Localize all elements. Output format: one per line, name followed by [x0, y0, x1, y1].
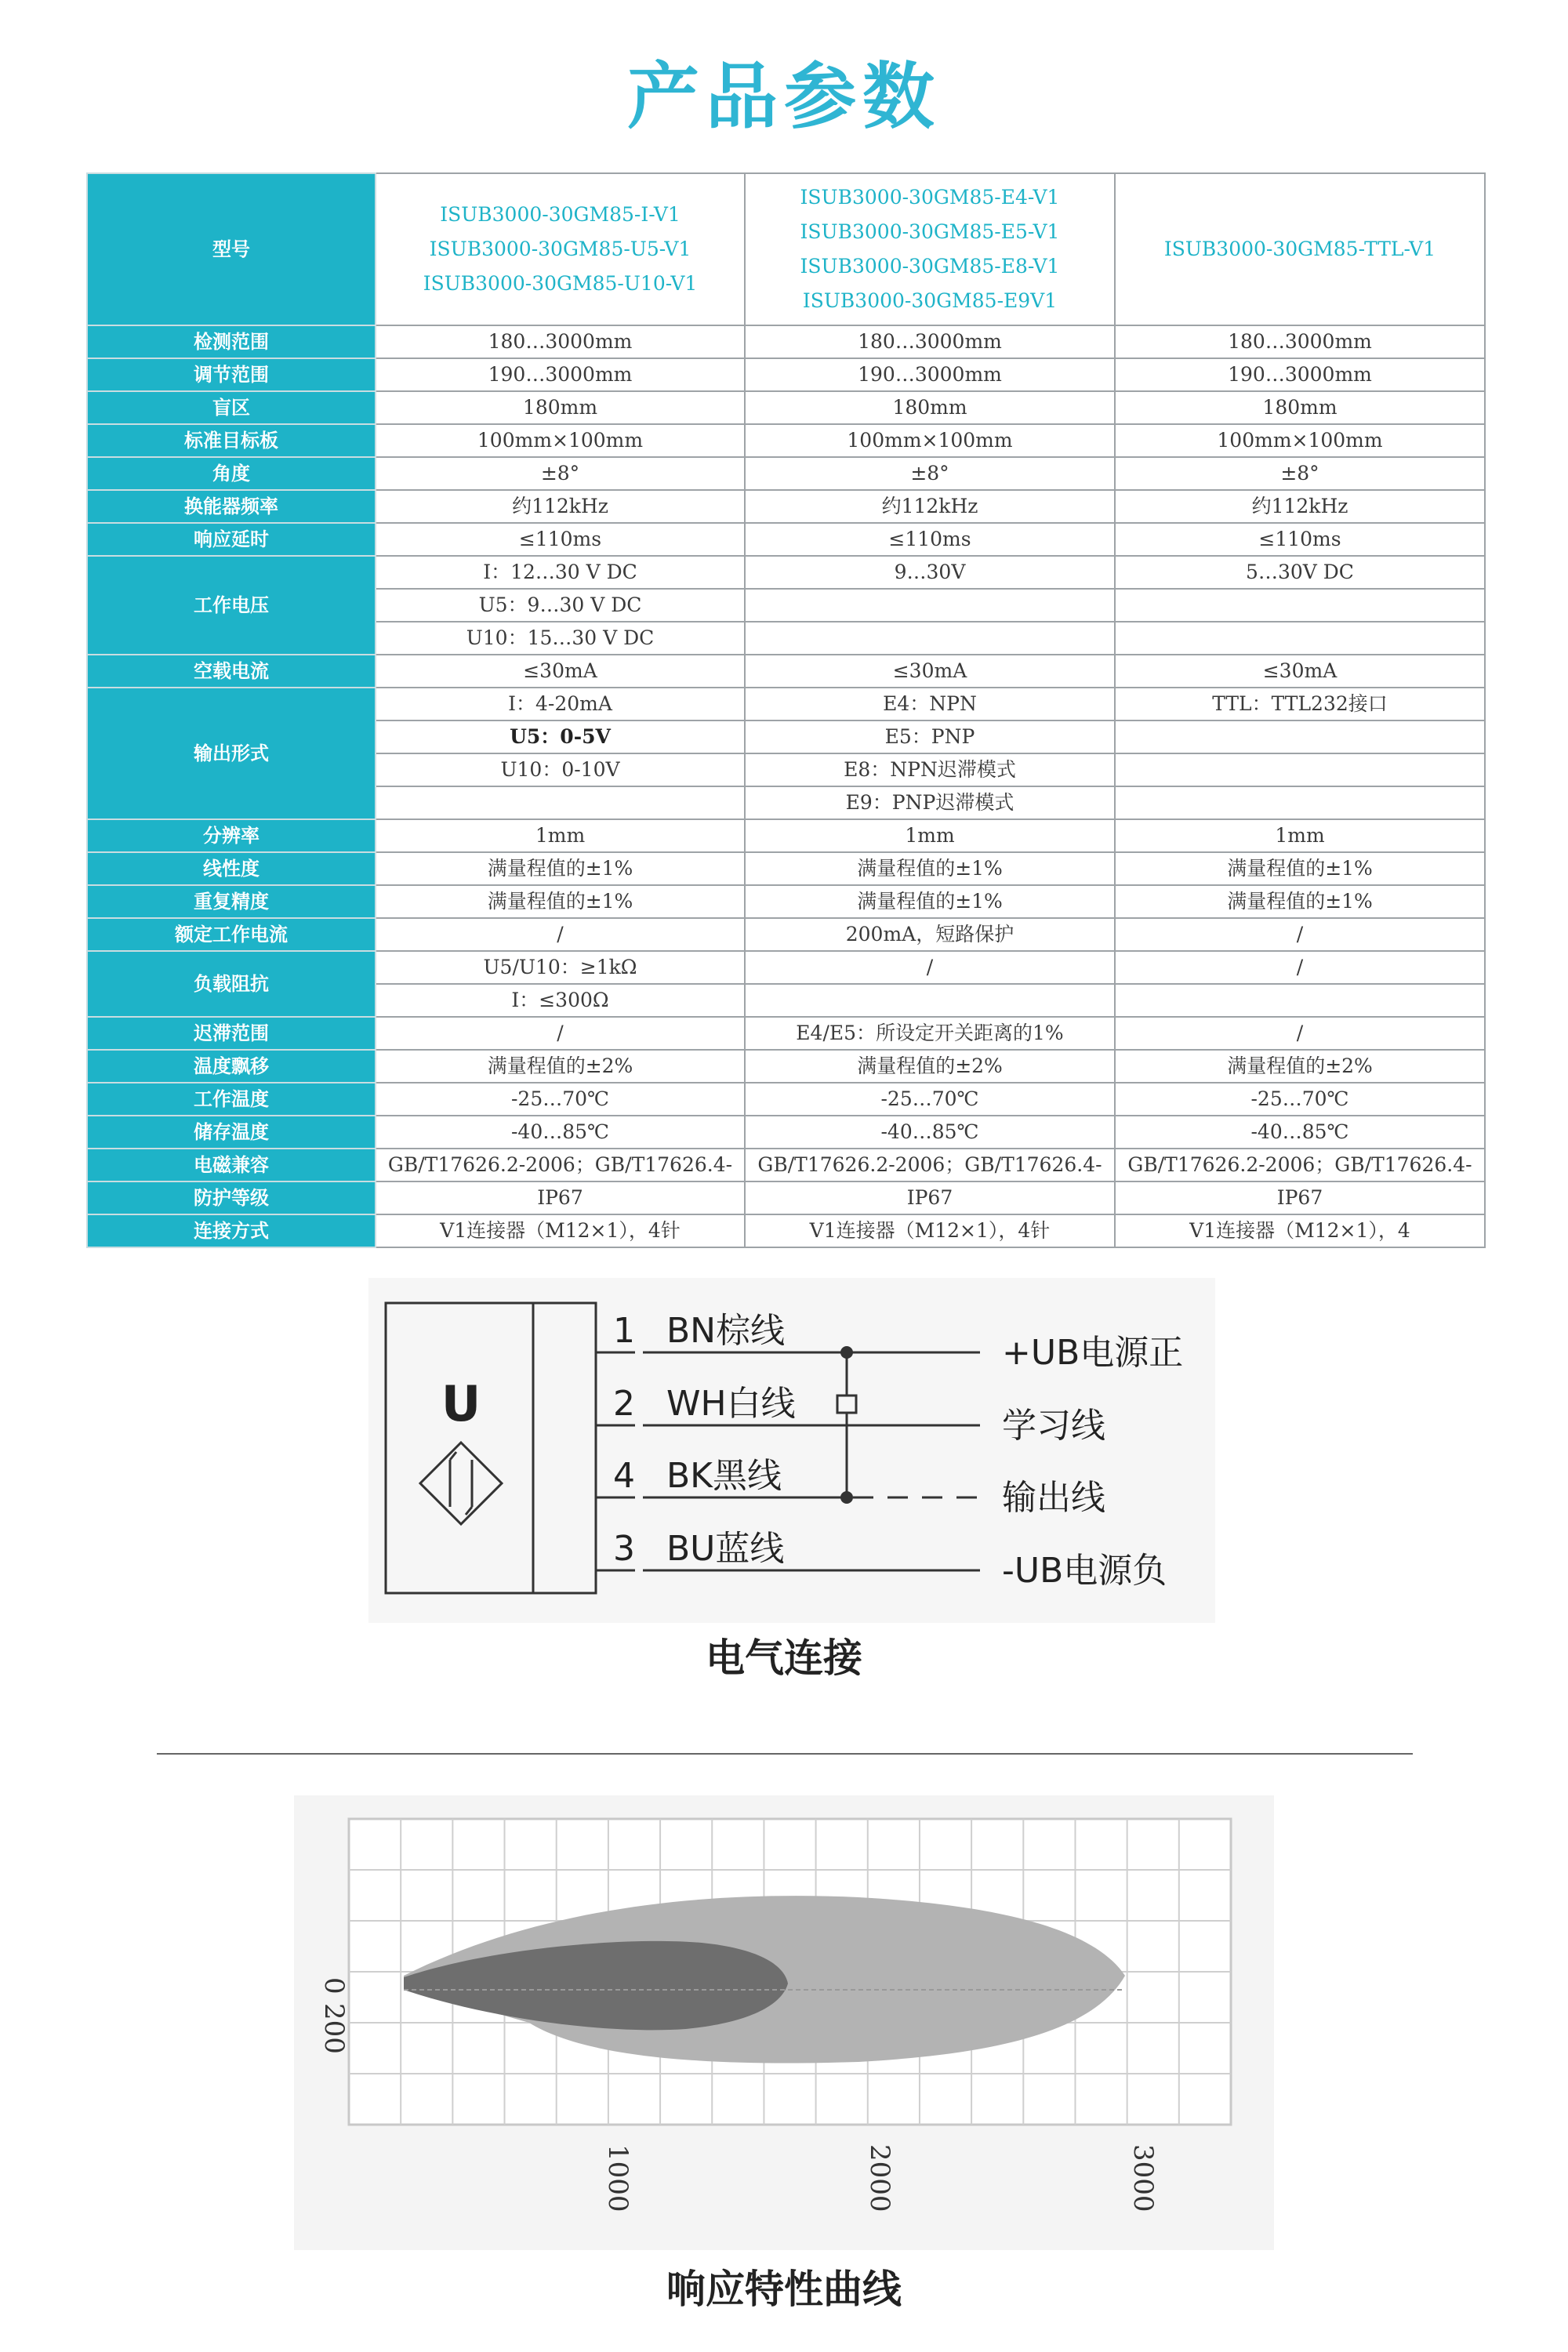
- table-cell: IP67: [745, 1181, 1115, 1214]
- table-cell: 满量程值的±1%: [1115, 852, 1485, 885]
- row-label: 响应延时: [87, 523, 376, 556]
- row-label: 调节范围: [87, 358, 376, 391]
- table-cell: E5：PNP: [745, 720, 1115, 753]
- pin-number: 4: [613, 1456, 635, 1496]
- row-label: 负载阻抗: [87, 951, 376, 1017]
- row-label: 储存温度: [87, 1116, 376, 1149]
- table-cell: ≤110ms: [376, 523, 745, 556]
- table-cell: 满量程值的±1%: [745, 885, 1115, 918]
- row-label: 工作电压: [87, 556, 376, 655]
- table-row: [87, 1149, 1485, 1181]
- table-cell: E9：PNP迟滞模式: [745, 786, 1115, 819]
- table-cell: 180…3000mm: [1115, 325, 1485, 358]
- wire-function: 学习线: [1002, 1406, 1105, 1446]
- table-cell: 190…3000mm: [745, 358, 1115, 391]
- table-cell: 满量程值的±1%: [745, 852, 1115, 885]
- table-row: [87, 1017, 1485, 1050]
- table-row: [87, 1116, 1485, 1149]
- table-cell: 1mm: [376, 819, 745, 852]
- table-cell: U10：15…30 V DC: [376, 622, 745, 655]
- table-cell: 满量程值的±2%: [745, 1050, 1115, 1083]
- table-cell: -25…70℃: [745, 1083, 1115, 1116]
- table-cell: -40…85℃: [745, 1116, 1115, 1149]
- row-label: 连接方式: [87, 1214, 376, 1247]
- row-label: 温度飘移: [87, 1050, 376, 1083]
- table-row: [87, 885, 1485, 918]
- table-cell: -25…70℃: [1115, 1083, 1485, 1116]
- table-cell: 5…30V DC: [1115, 556, 1485, 589]
- page-title: 产品参数: [626, 55, 941, 139]
- table-cell: E8：NPN迟滞模式: [745, 753, 1115, 786]
- table-cell: IP67: [1115, 1181, 1485, 1214]
- table-cell: 180…3000mm: [376, 325, 745, 358]
- table-cell: [1115, 622, 1485, 655]
- table-cell: 100mm×100mm: [376, 424, 745, 457]
- row-label: 工作温度: [87, 1083, 376, 1116]
- x-tick-label: 3000: [1127, 2144, 1159, 2212]
- table-row: [87, 1214, 1485, 1247]
- row-label: 标准目标板: [87, 424, 376, 457]
- table-row-model: [87, 173, 1485, 325]
- table-cell: 180…3000mm: [745, 325, 1115, 358]
- table-cell: 9…30V: [745, 556, 1115, 589]
- row-label: 电磁兼容: [87, 1149, 376, 1181]
- response-curve: [294, 1795, 1274, 2250]
- table-row: [87, 325, 1485, 358]
- table-cell: V1连接器（M12×1），4针: [745, 1214, 1115, 1247]
- table-cell: 200mA，短路保护: [745, 918, 1115, 951]
- y-tick-label: 200: [318, 2003, 350, 2054]
- table-cell: 190…3000mm: [376, 358, 745, 391]
- table-cell: 约112kHz: [376, 490, 745, 523]
- row-label: 检测范围: [87, 325, 376, 358]
- row-label: 重复精度: [87, 885, 376, 918]
- table-cell: -25…70℃: [376, 1083, 745, 1116]
- row-label: 迟滞范围: [87, 1017, 376, 1050]
- table-cell: E4：NPN: [745, 688, 1115, 720]
- table-row: [87, 951, 1485, 984]
- table-row: [87, 391, 1485, 424]
- table-cell: 满量程值的±2%: [376, 1050, 745, 1083]
- table-cell: I：4-20mA: [376, 688, 745, 720]
- model-cell-1: ISUB3000-30GM85-I-V1 ISUB3000-30GM85-U5-V1 ISUB3000-30GM85-U10-V1: [376, 173, 745, 325]
- spec-table: [86, 172, 1486, 1248]
- row-label: 角度: [87, 457, 376, 490]
- junction-dot: [840, 1346, 853, 1359]
- table-cell: I：12…30 V DC: [376, 556, 745, 589]
- table-cell: 100mm×100mm: [1115, 424, 1485, 457]
- table-row: [87, 1050, 1485, 1083]
- table-cell: GB/T17626.2-2006；GB/T17626.4-: [745, 1149, 1115, 1181]
- table-cell: ≤30mA: [745, 655, 1115, 688]
- x-tick-label: 2000: [864, 2144, 895, 2212]
- wiring-caption: 电气连接: [706, 1635, 862, 1681]
- wiring-diagram: [368, 1278, 1215, 1623]
- pin-number: 3: [613, 1529, 635, 1569]
- model-cell-3: ISUB3000-30GM85-TTL-V1: [1115, 173, 1485, 325]
- y-tick-label: 0: [318, 1977, 350, 1994]
- table-cell: ≤30mA: [376, 655, 745, 688]
- table-cell: U5：9…30 V DC: [376, 589, 745, 622]
- table-cell: 满量程值的±2%: [1115, 1050, 1485, 1083]
- table-row: [87, 523, 1485, 556]
- table-cell: [745, 984, 1115, 1017]
- table-cell: [1115, 753, 1485, 786]
- row-label: 空载电流: [87, 655, 376, 688]
- table-cell: U5：0-5V: [376, 720, 745, 753]
- table-cell: 满量程值的±1%: [376, 885, 745, 918]
- row-label: 盲区: [87, 391, 376, 424]
- table-cell: V1连接器（M12×1），4: [1115, 1214, 1485, 1247]
- table-cell: [1115, 720, 1485, 753]
- sensor-body: [386, 1303, 596, 1593]
- table-cell: [1115, 786, 1485, 819]
- table-row: [87, 457, 1485, 490]
- wire-function: +UB电源正: [1002, 1333, 1184, 1373]
- table-cell: ±8°: [1115, 457, 1485, 490]
- table-cell: /: [1115, 951, 1485, 984]
- table-cell: 约112kHz: [745, 490, 1115, 523]
- table-cell: ±8°: [376, 457, 745, 490]
- table-cell: V1连接器（M12×1），4针: [376, 1214, 745, 1247]
- table-cell: GB/T17626.2-2006；GB/T17626.4-: [376, 1149, 745, 1181]
- table-cell: /: [745, 951, 1115, 984]
- table-cell: U10：0-10V: [376, 753, 745, 786]
- wire-function: -UB电源负: [1002, 1551, 1167, 1591]
- table-cell: ≤30mA: [1115, 655, 1485, 688]
- table-cell: /: [376, 1017, 745, 1050]
- table-cell: [1115, 984, 1485, 1017]
- table-cell: GB/T17626.2-2006；GB/T17626.4-: [1115, 1149, 1485, 1181]
- row-label: 输出形式: [87, 688, 376, 819]
- table-cell: /: [376, 918, 745, 951]
- table-cell: ≤110ms: [1115, 523, 1485, 556]
- wire-label: WH白线: [666, 1384, 796, 1424]
- table-row: [87, 490, 1485, 523]
- table-row: [87, 424, 1485, 457]
- ultrasonic-symbol-icon: [420, 1443, 502, 1524]
- junction-dot: [840, 1491, 853, 1504]
- table-cell: 满量程值的±1%: [376, 852, 745, 885]
- table-cell: 180mm: [745, 391, 1115, 424]
- sensor-letter: U: [441, 1375, 481, 1432]
- table-row: [87, 1083, 1485, 1116]
- table-row: [87, 918, 1485, 951]
- table-row: [87, 852, 1485, 885]
- pin-number: 2: [613, 1384, 635, 1424]
- table-row: [87, 655, 1485, 688]
- table-cell: U5/U10：≥1kΩ: [376, 951, 745, 984]
- table-cell: [745, 622, 1115, 655]
- table-cell: /: [1115, 918, 1485, 951]
- table-row: [87, 819, 1485, 852]
- table-row: [87, 556, 1485, 589]
- table-cell: 1mm: [745, 819, 1115, 852]
- table-cell: [745, 589, 1115, 622]
- x-tick-label: 1000: [602, 2144, 633, 2212]
- table-cell: 1mm: [1115, 819, 1485, 852]
- table-cell: /: [1115, 1017, 1485, 1050]
- wire-function: 输出线: [1002, 1478, 1105, 1518]
- table-row: [87, 358, 1485, 391]
- row-label: 防护等级: [87, 1181, 376, 1214]
- table-cell: TTL：TTL232接口: [1115, 688, 1485, 720]
- table-row: [87, 688, 1485, 720]
- table-cell: ≤110ms: [745, 523, 1115, 556]
- table-cell: [1115, 589, 1485, 622]
- table-cell: IP67: [376, 1181, 745, 1214]
- table-cell: 100mm×100mm: [745, 424, 1115, 457]
- table-cell: I：≤300Ω: [376, 984, 745, 1017]
- row-label: 线性度: [87, 852, 376, 885]
- table-cell: -40…85℃: [376, 1116, 745, 1149]
- pin-number: 1: [613, 1311, 635, 1351]
- table-row: [87, 1181, 1485, 1214]
- wire-label: BN棕线: [666, 1311, 786, 1351]
- wire-label: BK黑线: [666, 1456, 782, 1496]
- table-cell: 约112kHz: [1115, 490, 1485, 523]
- row-label: 额定工作电流: [87, 918, 376, 951]
- table-cell: 180mm: [376, 391, 745, 424]
- table-cell: [376, 786, 745, 819]
- row-label: 换能器频率: [87, 490, 376, 523]
- table-cell: -40…85℃: [1115, 1116, 1485, 1149]
- curve-caption: 响应特性曲线: [666, 2267, 902, 2312]
- table-cell: 180mm: [1115, 391, 1485, 424]
- divider: [157, 1753, 1413, 1755]
- table-cell: ±8°: [745, 457, 1115, 490]
- row-label: 型号: [87, 173, 376, 325]
- wire-label: BU蓝线: [666, 1529, 785, 1569]
- table-cell: E4/E5：所设定开关距离的1%: [745, 1017, 1115, 1050]
- table-cell: 满量程值的±1%: [1115, 885, 1485, 918]
- model-cell-2: ISUB3000-30GM85-E4-V1 ISUB3000-30GM85-E5-V1 ISUB3000-30GM85-E8-V1 ISUB3000-30GM85-E9V1: [745, 173, 1115, 325]
- row-label: 分辨率: [87, 819, 376, 852]
- table-cell: 190…3000mm: [1115, 358, 1485, 391]
